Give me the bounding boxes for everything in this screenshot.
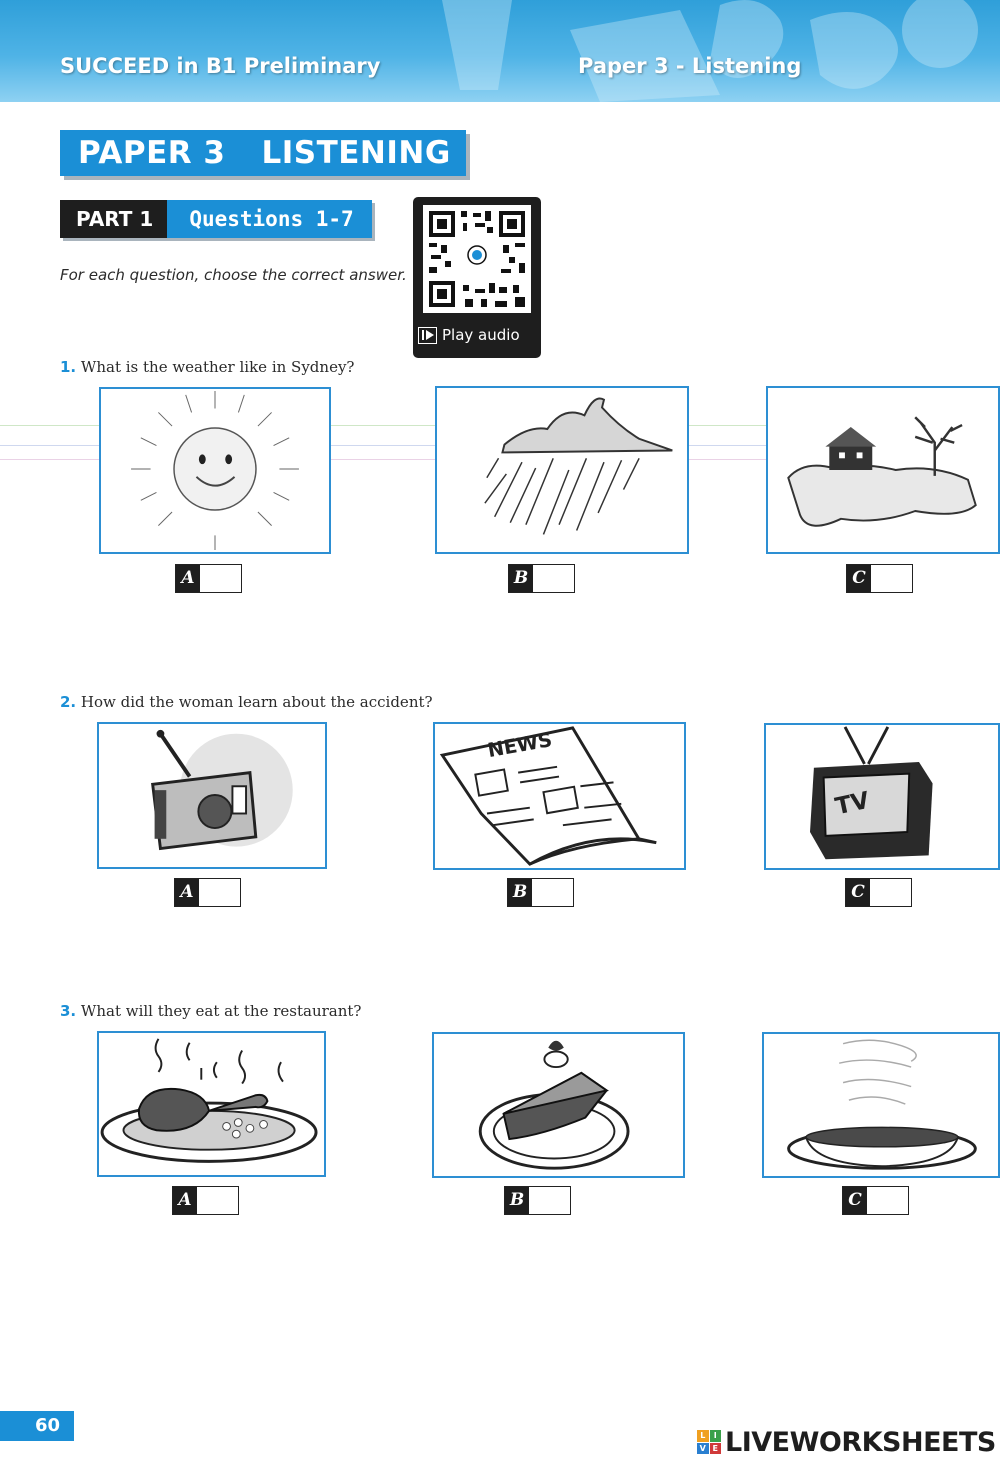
question-text: What will they eat at the restaurant? <box>80 1002 362 1020</box>
answer-checkbox[interactable] <box>871 565 912 592</box>
mark-letter: I <box>710 1430 722 1442</box>
answer-1b[interactable] <box>508 564 575 593</box>
part-label: PART 1 <box>60 200 167 238</box>
answer-1c[interactable] <box>846 564 913 593</box>
option-2a-picture[interactable] <box>97 722 327 869</box>
part-questions-range: Questions 1-7 <box>167 200 371 238</box>
answer-3c[interactable] <box>842 1186 909 1215</box>
option-letter: C <box>846 879 870 906</box>
sun-icon <box>101 389 329 552</box>
tv-icon <box>766 725 998 868</box>
pie-slice-icon <box>434 1034 683 1176</box>
option-2b-picture[interactable] <box>433 722 686 870</box>
qr-code-icon <box>423 205 531 313</box>
option-2c-picture[interactable] <box>764 723 1000 870</box>
answer-checkbox[interactable] <box>867 1187 908 1214</box>
answer-checkbox[interactable] <box>199 879 240 906</box>
option-letter: C <box>843 1187 867 1214</box>
answer-2a[interactable] <box>174 878 241 907</box>
question-text: How did the woman learn about the accident? <box>80 693 433 711</box>
question-2 <box>60 693 433 711</box>
page-number: 60 <box>0 1411 74 1441</box>
soup-bowl-icon <box>764 1034 998 1176</box>
question-number: 1. <box>60 358 77 376</box>
radio-icon <box>99 724 325 867</box>
mark-letter: L <box>697 1430 709 1442</box>
section-title: Paper 3 - Listening <box>578 54 802 78</box>
answer-3a[interactable] <box>172 1186 239 1215</box>
mark-letter: E <box>710 1443 722 1455</box>
instruction-text: For each question, choose the correct answer. <box>60 266 407 284</box>
newspaper-icon <box>435 724 684 868</box>
question-number: 2. <box>60 693 77 711</box>
part-header <box>60 200 372 238</box>
option-letter: B <box>505 1187 529 1214</box>
liveworksheets-brand: LIVEWORKSHEETS <box>725 1426 996 1458</box>
option-1b-picture[interactable] <box>435 386 689 554</box>
answer-3b[interactable] <box>504 1186 571 1215</box>
question-number: 3. <box>60 1002 77 1020</box>
paper-title <box>60 130 466 176</box>
answer-checkbox[interactable] <box>532 879 573 906</box>
option-1a-picture[interactable] <box>99 387 331 554</box>
answer-2b[interactable] <box>507 878 574 907</box>
question-text: What is the weather like in Sydney? <box>80 358 355 376</box>
option-letter: B <box>509 565 533 592</box>
liveworksheets-mark-icon <box>697 1430 721 1454</box>
header-banner <box>0 0 1000 102</box>
paper-label: PAPER 3 <box>78 135 226 171</box>
book-title: SUCCEED in B1 Preliminary <box>60 54 381 78</box>
skill-label: LISTENING <box>261 135 451 171</box>
answer-checkbox[interactable] <box>529 1187 570 1214</box>
answer-checkbox[interactable] <box>870 879 911 906</box>
play-audio-label: Play audio <box>442 326 520 344</box>
answer-checkbox[interactable] <box>197 1187 238 1214</box>
answer-1a[interactable] <box>175 564 242 593</box>
qr-audio-card[interactable] <box>413 197 541 358</box>
option-letter: B <box>508 879 532 906</box>
snow-house-icon <box>768 388 998 552</box>
question-1 <box>60 358 354 376</box>
option-letter: C <box>847 565 871 592</box>
answer-2c[interactable] <box>845 878 912 907</box>
liveworksheets-logo[interactable] <box>697 1425 996 1459</box>
play-icon <box>418 327 437 344</box>
play-audio-button[interactable] <box>418 326 520 344</box>
option-letter: A <box>175 879 199 906</box>
option-letter: A <box>173 1187 197 1214</box>
option-3c-picture[interactable] <box>762 1032 1000 1178</box>
chicken-plate-icon <box>99 1033 324 1175</box>
option-3b-picture[interactable] <box>432 1032 685 1178</box>
stationery-decoration-icon <box>420 0 1000 102</box>
mark-letter: V <box>697 1443 709 1455</box>
rain-cloud-icon <box>437 388 687 552</box>
answer-checkbox[interactable] <box>533 565 574 592</box>
option-1c-picture[interactable] <box>766 386 1000 554</box>
answer-checkbox[interactable] <box>200 565 241 592</box>
option-letter: A <box>176 565 200 592</box>
tv-screen-text: TV <box>832 785 872 821</box>
question-3 <box>60 1002 361 1020</box>
option-3a-picture[interactable] <box>97 1031 326 1177</box>
newspaper-headline: NEWS <box>485 728 554 763</box>
